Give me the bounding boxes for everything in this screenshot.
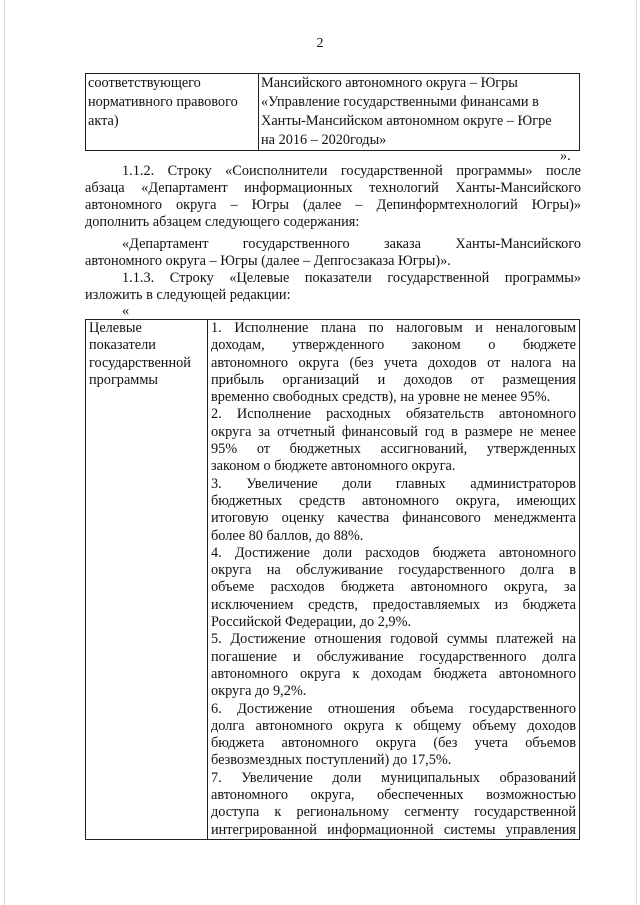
indicator-line: бюджета автономного округа (без учета объемов — [211, 735, 576, 752]
paragraph-line: абзаца «Департамент информационных технологий Ханты-Мансийского — [85, 180, 581, 196]
indicator-item-6 — [211, 701, 576, 770]
table1-left-line: соответствующего — [88, 75, 201, 91]
table-program-name-fragment — [85, 73, 580, 151]
table2-left-line: программы — [89, 371, 159, 388]
indicator-line: более 80 баллов, до 88%. — [211, 527, 364, 544]
paragraph-1-1-2 — [85, 163, 581, 231]
table2-left-cell — [86, 320, 208, 840]
opening-quote: « — [122, 303, 130, 319]
indicator-item-3 — [211, 476, 576, 545]
indicator-line: доходам, утвержденного законом о бюджете — [211, 337, 576, 354]
indicator-line: Российской Федерации, до 2,9%. — [211, 614, 412, 631]
indicator-line: 3. Увеличение доли главных администраторов — [211, 475, 576, 492]
paragraph-line: «Департамент государственного заказа Ханты-Мансийского — [122, 236, 581, 252]
paragraph-line: автономного округа – Югры (далее – Депгосзаказа Югры)». — [85, 253, 451, 269]
indicator-line: законом о бюджете автономного округа. — [211, 458, 456, 475]
table2-left-line: Целевые — [89, 320, 142, 336]
scan-edge-left — [4, 0, 5, 905]
table1-right-cell — [259, 74, 580, 151]
indicator-line: доступа к региональному сегменту государственной — [211, 804, 576, 821]
scan-edge-right — [636, 0, 637, 905]
indicator-line: округа на обслуживание государственного долга в — [211, 562, 576, 579]
indicator-line: автономного округа к доходам бюджета автономного — [211, 665, 576, 682]
indicator-item-7 — [211, 770, 576, 839]
indicator-line: округа до 9,2%. — [211, 683, 307, 700]
table1-left-cell — [86, 74, 259, 151]
indicator-line: округа за отчетный финансовый год в размере не менее — [211, 423, 576, 440]
indicator-item-4 — [211, 545, 576, 631]
indicator-line: 5. Достижение отношения годовой суммы платежей на — [211, 631, 576, 648]
page-number: 2 — [316, 36, 324, 51]
indicator-line: 2. Исполнение расходных обязательств автономного — [211, 406, 576, 423]
indicator-line: объеме расходов бюджета автономного округа, за — [211, 579, 576, 596]
paragraph-line: 1.1.2. Строку «Соисполнители государственной программы» после — [122, 163, 581, 179]
paragraph-new-abzac — [85, 236, 581, 270]
indicator-line: 6. Достижение отношения объема государственного — [211, 700, 576, 717]
indicator-line: 95% от бюджетных ассигнований, утвержденных — [211, 441, 576, 458]
table2-left-line: показатели — [89, 337, 156, 354]
indicator-line: интегрированной информационной системы управления — [211, 821, 576, 838]
table2-left-line: государственной — [89, 354, 191, 371]
table2-right-cell — [208, 320, 580, 840]
indicator-line: прибыль организаций и доходов от размещения — [211, 371, 576, 388]
paragraph-line: 1.1.3. Строку «Целевые показатели государственной программы» — [122, 270, 581, 286]
indicator-line: бюджетных средств автономного округа, имеющих — [211, 492, 576, 509]
indicator-item-5 — [211, 631, 576, 700]
indicator-item-2 — [211, 406, 576, 475]
indicator-line: итоговую оценку качества финансового менеджмента — [211, 510, 576, 527]
indicator-line: автономного округа (без учета доходов от налога на — [211, 354, 576, 371]
indicator-line: безвозмездных поступлений) до 17,5%. — [211, 752, 452, 769]
table1-left-line: нормативного правового — [88, 94, 238, 110]
table-target-indicators — [85, 319, 580, 840]
paragraph-1-1-3 — [85, 270, 581, 304]
indicator-line: 4. Достижение доли расходов бюджета автономного — [211, 544, 576, 561]
table1-right-line: Мансийского автономного округа – Югры — [261, 75, 518, 91]
closing-quote: ». — [560, 148, 571, 164]
indicator-line: долга автономного округа к общему объему доходов — [211, 717, 576, 734]
indicator-item-1 — [211, 320, 576, 406]
indicator-line: исключением средств, предоставляемых из бюджета — [211, 596, 576, 613]
indicator-line: автономного округа, обеспеченных возможностью — [211, 787, 576, 804]
table1-right-line: «Управление государственными финансами в — [261, 94, 539, 110]
table1-right-line: Ханты-Мансийском автономном округе – Югре — [261, 113, 552, 129]
paragraph-line: автономного округа – Югры (далее – Депинформтехнологий Югры)» — [85, 197, 581, 213]
indicator-line: 7. Увеличение доли муниципальных образований — [211, 769, 576, 786]
table1-right-line: на 2016 – 2020годы» — [261, 132, 387, 148]
indicator-line: временно свободных средств), на уровне не менее 95%. — [211, 389, 551, 406]
indicator-line: погашение и обслуживание государственного долга — [211, 648, 576, 665]
table1-left-line: акта) — [88, 113, 119, 129]
paragraph-line: изложить в следующей редакции: — [85, 287, 291, 303]
indicator-line: 1. Исполнение плана по налоговым и неналоговым — [211, 320, 576, 336]
paragraph-line: дополнить абзацем следующего содержания: — [85, 214, 360, 230]
